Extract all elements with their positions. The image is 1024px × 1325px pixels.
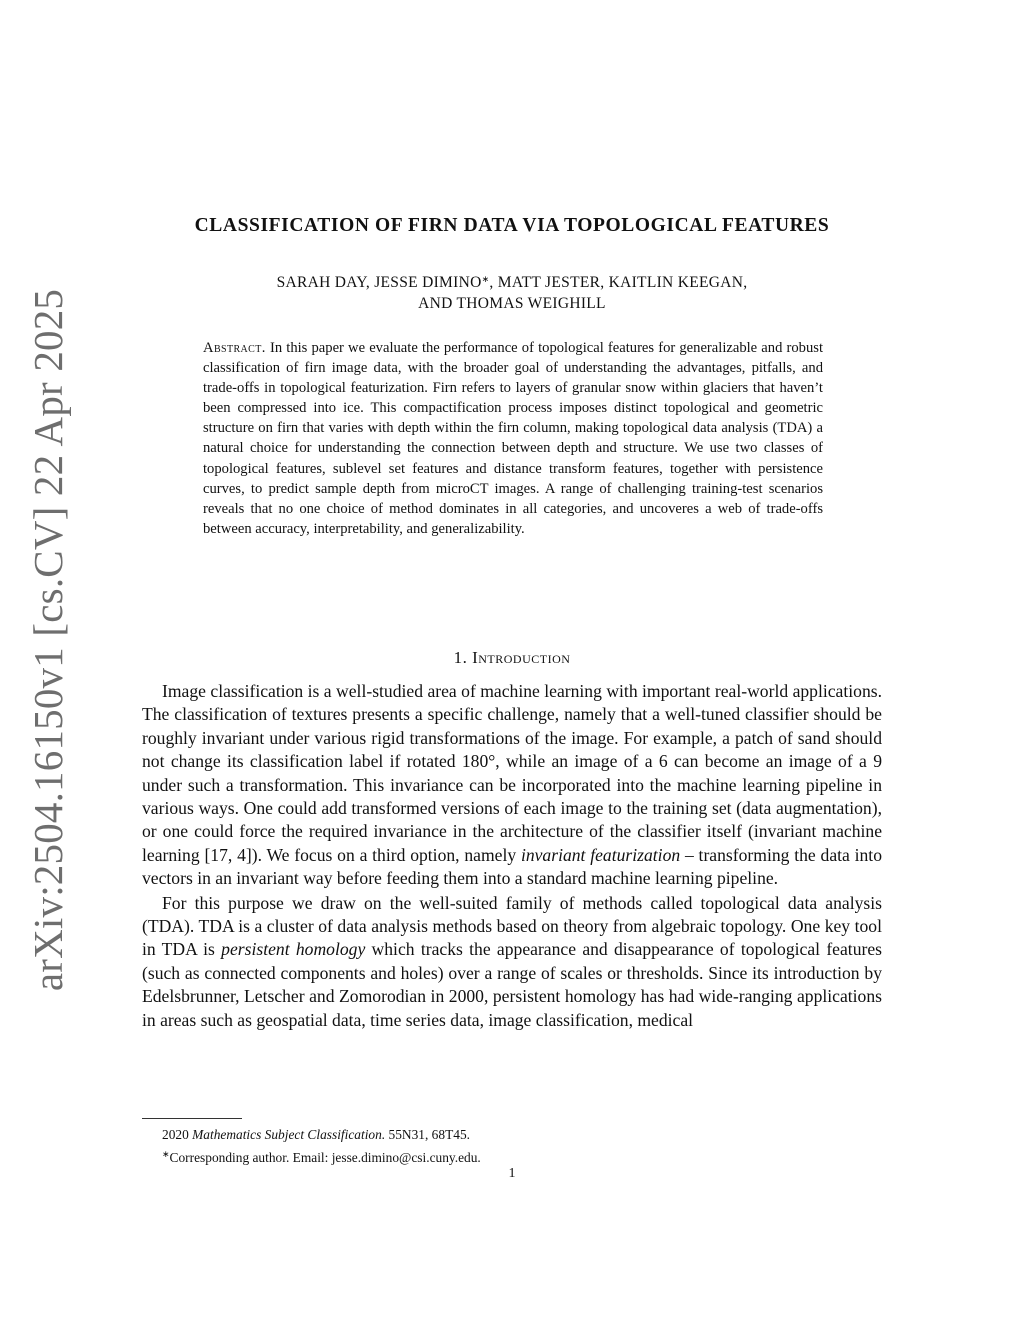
section-number: 1. [453,648,468,667]
corresponding-author-text: Corresponding author. Email: jesse.dimino@csi.cuny.edu. [169,1149,481,1165]
msc-codes: 55N31, 68T45. [388,1127,470,1142]
abstract-label: Abstract. [203,340,266,356]
section-heading-introduction [140,648,884,668]
paragraph-2-emphasis: persistent homology [221,939,366,960]
arxiv-identifier-stamp: arXiv:2504.16150v1 [cs.CV] 22 Apr 2025 [25,288,71,992]
paragraph-2-text-b: which tracks the appearance and disappearance of topological features (such as connected components and holes) over a range of scales or thresholds. Since its introduction by Edelsbrunner, Letscher and Zomorodian in 2000, persistent homology has had wide-ranging applications in areas such as geospatial data, time series data, image classification, medical [142,939,883,1030]
authors-first-part: SARAH DAY, JESSE DIMINO [276,274,482,291]
corresponding-author-marker: ∗ [481,274,490,284]
author-list [150,269,874,314]
paragraph-2-text-a: For this purpose we draw on the well-suited family of methods called topological data analysis (TDA). TDA is a cluster of data analysis methods based on theory from algebraic topology. One key tool in TDA is [142,892,882,960]
paragraph-1 [142,680,882,891]
author-line-2: AND THOMAS WEIGHILL [418,295,606,312]
body-text [142,680,882,1032]
paragraph-1-emphasis: invariant featurization [520,844,681,865]
author-line-1 [150,269,874,293]
msc-label: Mathematics Subject Classification. [192,1127,386,1142]
authors-second-part: , MATT JESTER, KAITLIN KEEGAN, [489,274,748,291]
paper-title: CLASSIFICATION OF FIRN DATA VIA TOPOLOGICAL FEATURES [194,215,830,236]
footnote-corresponding [142,1145,882,1168]
footnote-asterisk: ∗ [162,1148,170,1159]
footnote-divider [142,1118,242,1119]
footnote-msc [142,1125,882,1145]
paragraph-1-text-a: Image classification is a well-studied area of machine learning with important real-world applications. The classification of textures presents a specific challenge, namely that a well-tuned classifier should be roughly invariant under various rigid transformations of the image. For example, a patch of sand should not change its classification label if rotated 180°, while an image of a 6 can become an image of a 9 under such a transformation. This invariance can be incorporated into the machine learning pipeline in various ways. One could add transformed versions of each image to the training set (data augmentation), or one could force the required invariance in the architecture of the classifier itself (invariant machine learning [17, 4]). We focus on a third option, namely [142,681,882,865]
abstract-text: In this paper we evaluate the performance of topological features for generalizable and robust classification of firn image data, with the broader goal of understanding the advantages, pitfalls, and trade-offs in topological featurization. Firn refers to layers of granular snow within glaciers that haven’t been compressed into ice. This compactification process imposes distinct topological and geometric structure on firn that varies with depth within the firn column, making topological data analysis (TDA) a natural choice for understanding the connection between depth and structure. We use two classes of topological features, sublevel set features and distance transform features, together with persistence curves, to predict sample depth from microCT images. A range of challenging training-test scenarios reveals that no one choice of method dominates in all categories, and uncoveres a web of trade-offs between accuracy, interpretability, and generalizability. [203,340,823,537]
msc-year: 2020 [162,1127,189,1142]
page-number: 1 [508,1166,516,1181]
abstract [203,338,823,539]
paragraph-2 [142,892,882,1032]
paragraph-1-text-b: – transforming the data into vectors in an invariant way before feeding them into a standard machine learning pipeline. [142,844,882,889]
footnotes [142,1125,882,1167]
section-title: Introduction [472,648,571,667]
